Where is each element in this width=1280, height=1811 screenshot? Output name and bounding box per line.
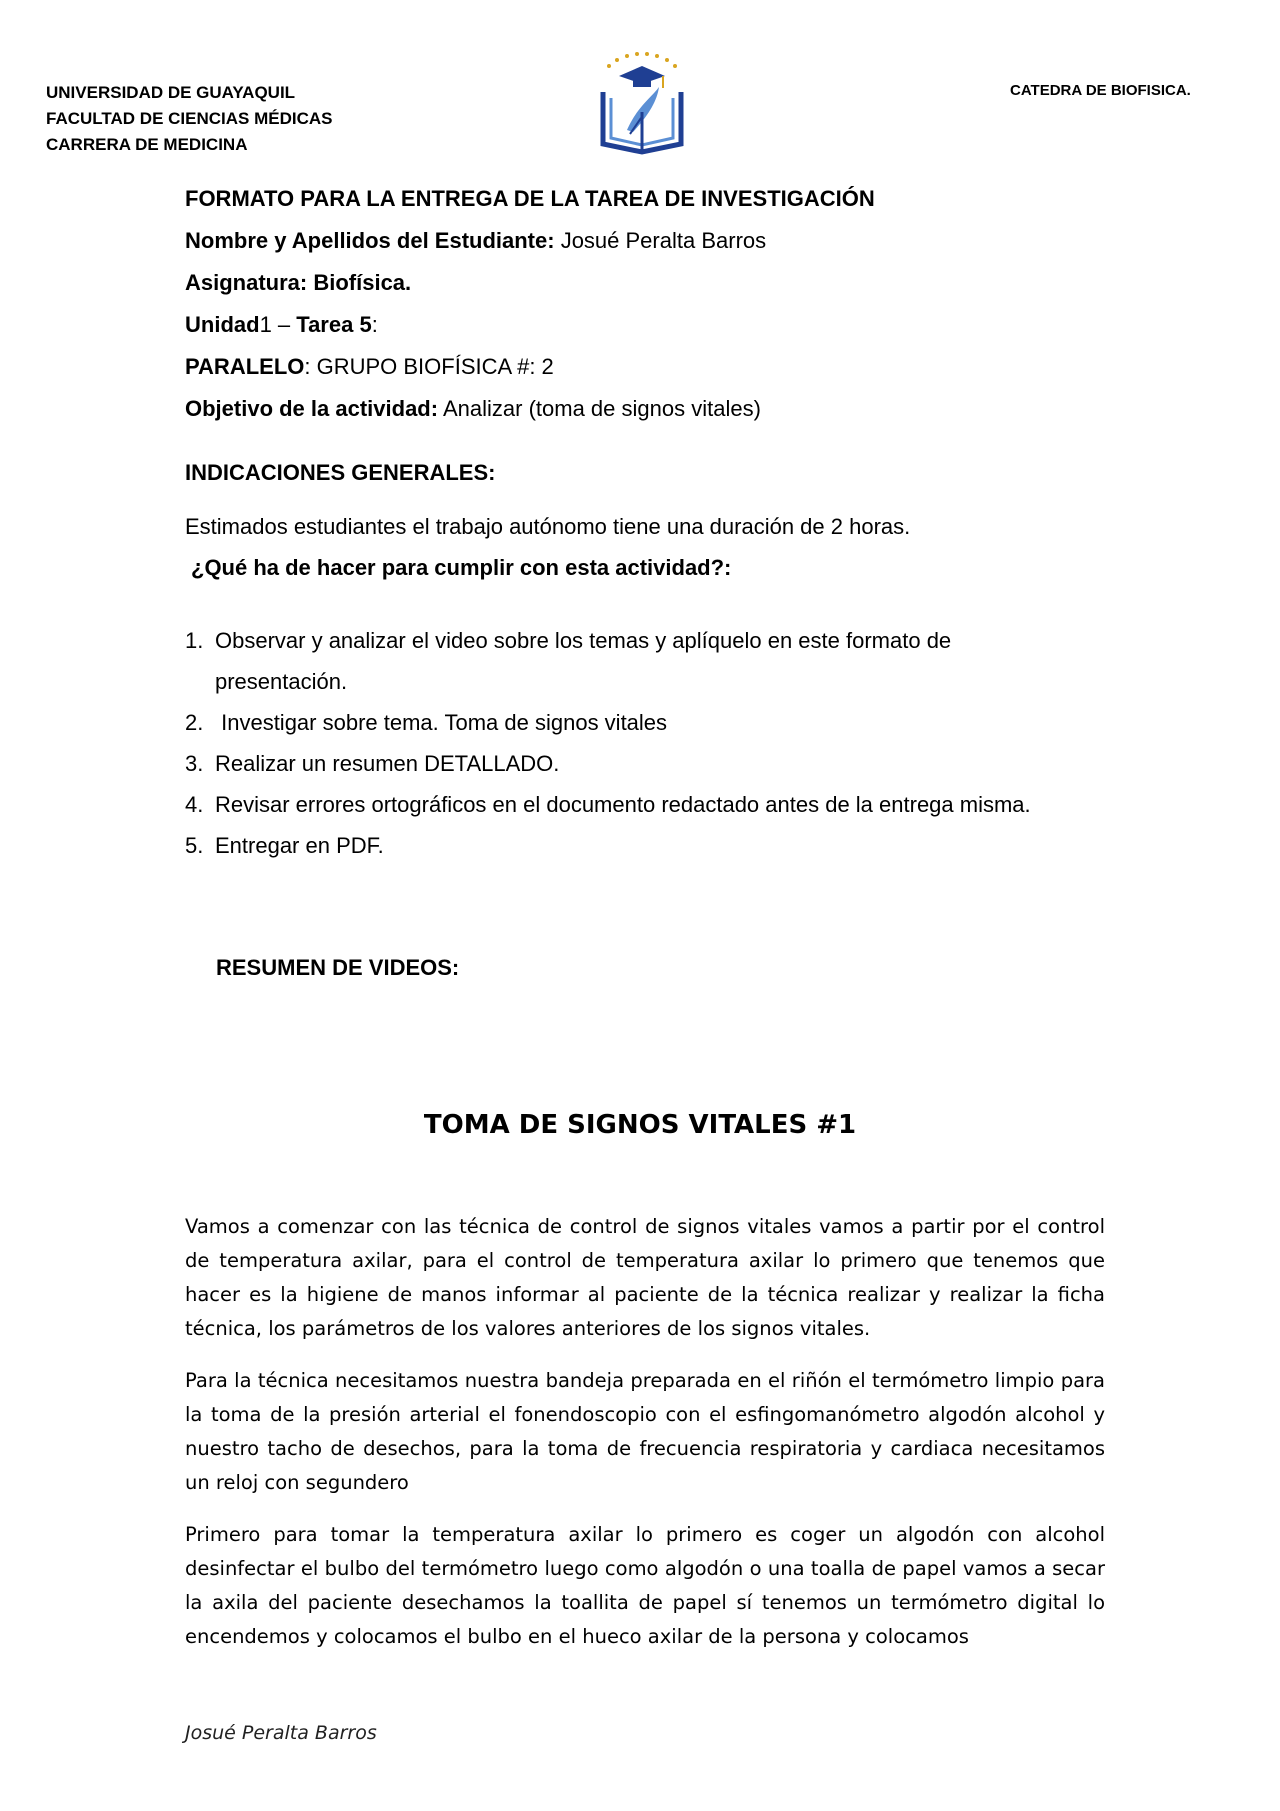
task-label: Tarea 5 [296, 312, 372, 337]
summary-paragraph-1: Vamos a comenzar con las técnica de control de signos vitales vamos a partir por el control de temperatura axilar, para el control de temperatura axilar lo primero que tenemos que hacer es la higiene de manos informar al paciente de la técnica realizar y realizar la ficha técnica, los parámetros de los valores anteriores de los signos vitales. [185, 1215, 1105, 1340]
career-name: CARRERA DE MEDICINA [46, 135, 248, 154]
student-line [185, 227, 1105, 255]
objective-line [185, 395, 1105, 423]
list-item: 2. Investigar sobre tema. Toma de signos vitales [185, 710, 668, 735]
faculty-name: FACULTAD DE CIENCIAS MÉDICAS [46, 109, 333, 128]
instructions-question: ¿Qué ha de hacer para cumplir con esta actividad?: [191, 555, 732, 580]
chair-name: CATEDRA DE BIOFISICA. [1010, 82, 1191, 99]
subject-line [185, 269, 1105, 297]
unit-label: Unidad [185, 312, 260, 337]
list-item: 5. Entregar en PDF. [185, 833, 384, 858]
instructions-heading: INDICACIONES GENERALES: [185, 460, 496, 485]
parallel-line [185, 353, 1105, 381]
steps-list [185, 620, 1105, 866]
unit-value: 1 – [259, 312, 297, 337]
instructions-section [185, 459, 1105, 866]
student-label: Nombre y Apellidos del Estudiante: [185, 228, 555, 253]
form-title: FORMATO PARA LA ENTREGA DE LA TAREA DE INVESTIGACIÓN [185, 186, 875, 211]
form-section [185, 185, 1105, 423]
list-item: 3. Realizar un resumen DETALLADO. [185, 751, 560, 776]
parallel-value: : GRUPO BIOFÍSICA #: 2 [304, 354, 554, 379]
institution-header [46, 80, 333, 158]
student-value: Josué Peralta Barros [554, 228, 767, 253]
objective-value: Analizar (toma de signos vitales) [438, 396, 761, 421]
summary-paragraph-2: Para la técnica necesitamos nuestra bandeja preparada en el riñón el termómetro limpio para la toma de la presión arterial el fonendoscopio con el esfingomanómetro algodón alcohol y nuestro tacho de desechos, para la toma de frecuencia respiratoria y cardiaca necesitamos un reloj con segundero [185, 1369, 1105, 1494]
subject-label: Asignatura: Biofísica. [185, 270, 412, 295]
unit-line [185, 311, 1105, 339]
objective-label: Objetivo de la actividad: [185, 396, 439, 421]
summary-heading: RESUMEN DE VIDEOS: [216, 955, 460, 980]
list-item: 1. Observar y analizar el video sobre los temas y aplíquelo en este formato de presentación. [185, 628, 952, 694]
list-item: 4. Revisar errores ortográficos en el documento redactado antes de la entrega misma. [185, 792, 1031, 817]
instructions-intro: Estimados estudiantes el trabajo autónomo tiene una duración de 2 horas. [185, 514, 911, 539]
university-logo [597, 52, 687, 156]
summary-paragraph-3: Primero para tomar la temperatura axilar lo primero es coger un algodón con alcohol desinfectar el bulbo del termómetro luego como algodón o una toalla de papel vamos a secar la axila del paciente desechamos la toallita de papel sí tenemos un termómetro digital lo encendemos y colocamos el bulbo en el hueco axilar de la persona y colocamos [185, 1523, 1105, 1648]
parallel-label: PARALELO [185, 354, 305, 379]
task-suffix: : [371, 312, 378, 337]
university-name: UNIVERSIDAD DE GUAYAQUIL [46, 83, 296, 102]
footer-author: Josué Peralta Barros [185, 1722, 377, 1744]
summary-title: TOMA DE SIGNOS VITALES #1 [423, 1110, 857, 1140]
